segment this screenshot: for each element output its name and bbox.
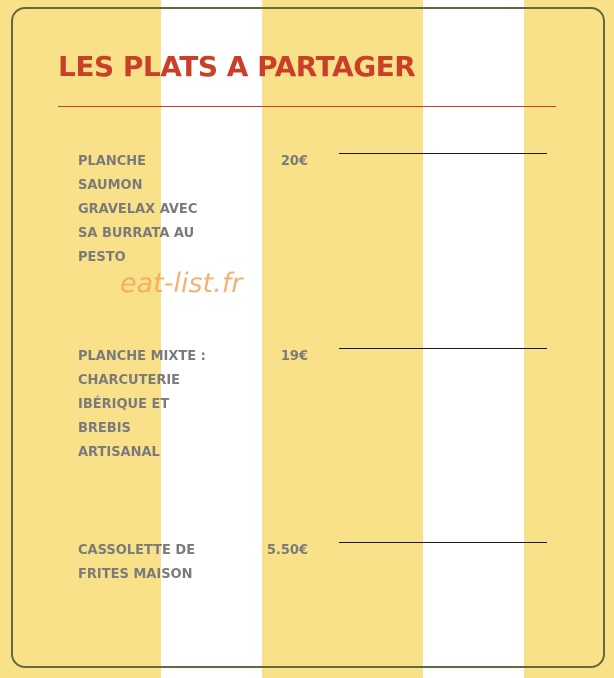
title-divider <box>58 106 556 107</box>
menu-item-divider <box>339 542 547 543</box>
menu-item-price: 5.50€ <box>266 543 308 558</box>
menu-item-price: 20€ <box>280 154 308 169</box>
menu-item-name: PLANCHE SAUMON GRAVELAX AVEC SA BURRATA AU PESTO <box>78 154 198 265</box>
menu-item-divider <box>339 153 547 154</box>
watermark: eat-list.fr <box>120 268 243 299</box>
menu-item-price: 19€ <box>280 349 308 364</box>
menu-item-name: CASSOLETTE DE FRITES MAISON <box>78 543 196 582</box>
menu-item-name: PLANCHE MIXTE : CHARCUTERIE IBÉRIQUE ET BREBIS ARTISANAL <box>78 349 206 460</box>
section-title: LES PLATS A PARTAGER <box>58 50 416 83</box>
menu-item-divider <box>339 348 547 349</box>
